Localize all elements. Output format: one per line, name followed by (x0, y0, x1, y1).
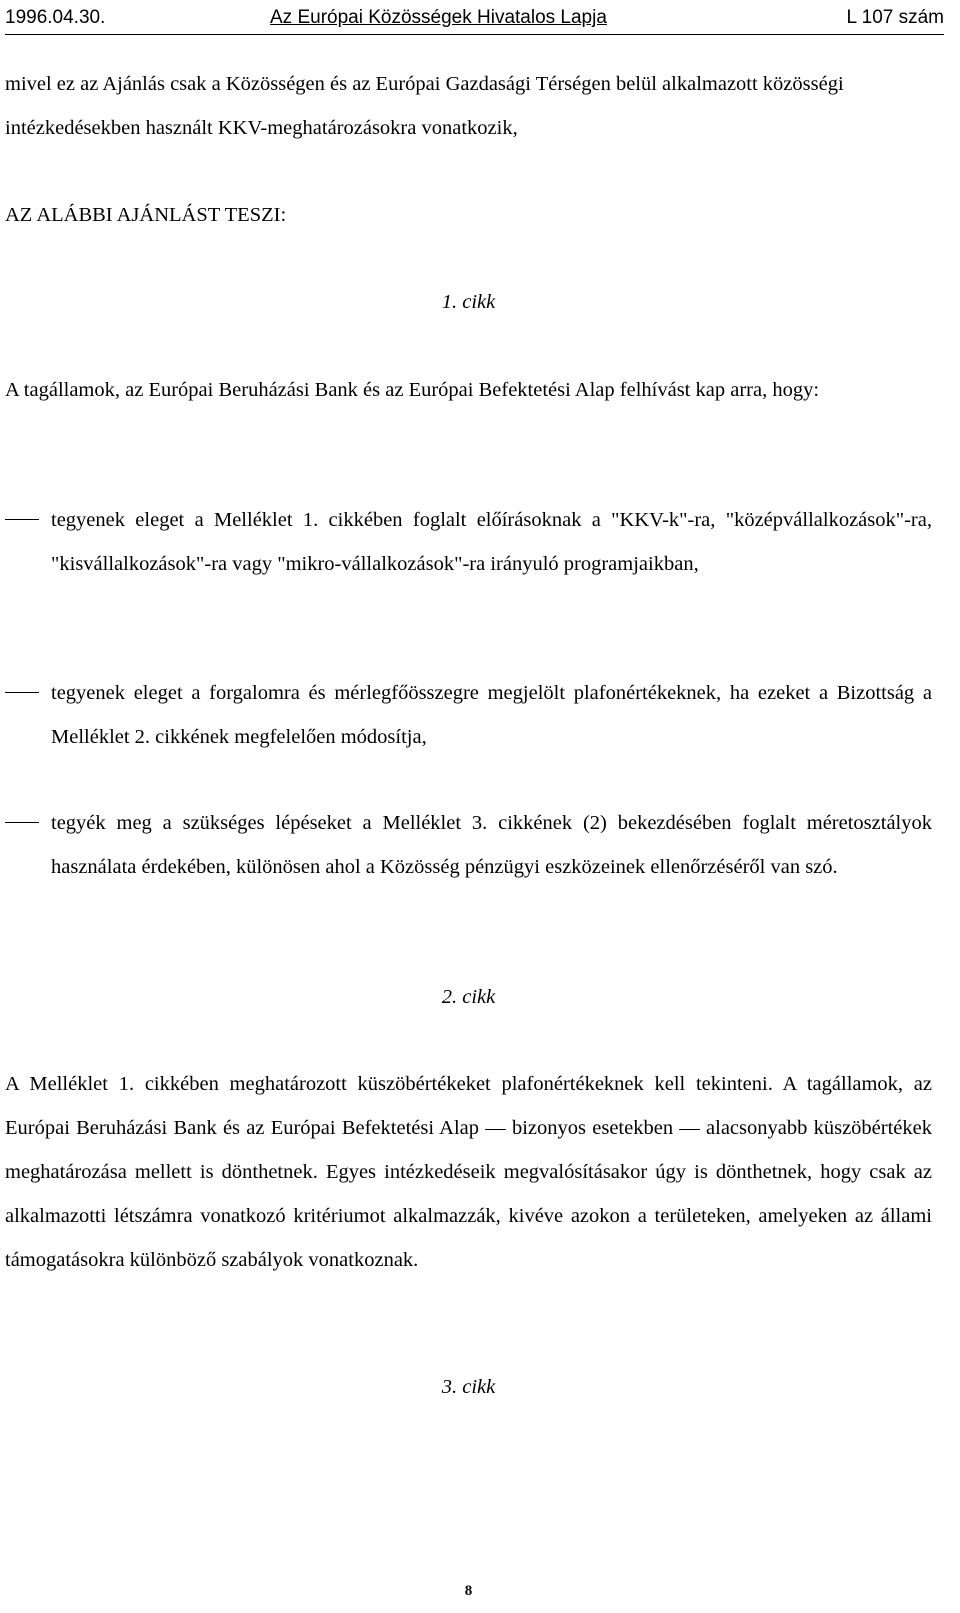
article-2-text: A Melléklet 1. cikkében meghatározott küszöbértékeket plafonértékeknek kell tekinteni. A tagállamok, az Európai Beruházási Bank és az Európai Befektetési Alap — bizonyos esetekben — alacsonyabb küszöbértékek meghatározása mellett is dönthetnek. Egyes intézkedéseik megvalósításakor úgy is dönthetnek, hogy csak az alkalmazotti létszámra vonatkozó kritériumot alkalmazzák, kivéve azokon a területeken, amelyeken az állami támogatásokra különböző szabályok vonatkoznak. (5, 1073, 932, 1271)
article-3-heading (5, 1365, 932, 1409)
article-2-paragraph (5, 1062, 932, 1282)
page-header (5, 4, 944, 35)
header-date: 1996.04.30. (5, 7, 106, 28)
article-1-heading (5, 280, 932, 324)
article-1-intro-text: A tagállamok, az Európai Beruházási Bank és az Európai Befektetési Alap felhívást kap arra, hogy: (5, 379, 820, 401)
em-dash-bullet (5, 692, 39, 693)
em-dash-bullet (5, 822, 39, 823)
article-1-item-text: tegyék meg a szükséges lépéseket a Melléklet 3. cikkének (2) bekezdésében foglalt méretosztályok használata érdekében, különösen ahol a Közösség pénzügyi eszközeinek ellenőrzéséről van szó. (51, 812, 932, 878)
page-number: 8 (464, 1583, 473, 1599)
recital-text: mivel ez az Ajánlás csak a Közösségen és az Európai Gazdasági Térségen belül alkalmazott közösségi intézkedésekben használt KKV-meghatározásokra vonatkozik, (5, 73, 844, 139)
article-1-item-3 (5, 801, 932, 889)
article-1-item-text: tegyenek eleget a forgalomra és mérlegfőösszegre megjelölt plafonértékeknek, ha ezeket a Bizottság a Melléklet 2. cikkének megfelelően módosítja, (51, 682, 932, 748)
operative-formula (5, 193, 932, 237)
recital-paragraph (5, 62, 932, 150)
formula-text: AZ ALÁBBI AJÁNLÁST TESZI: (5, 204, 287, 226)
header-journal-title: Az Európai Közösségek Hivatalos Lapja (270, 7, 607, 28)
article-1-title: 1. cikk (441, 291, 496, 313)
header-issue-number: L 107 szám (846, 7, 944, 28)
article-1-item-2 (5, 671, 932, 759)
article-1-intro (5, 368, 932, 412)
article-2-heading (5, 975, 932, 1019)
em-dash-bullet (5, 519, 39, 520)
article-2-title: 2. cikk (441, 986, 496, 1008)
article-3-title: 3. cikk (441, 1376, 496, 1398)
article-1-item-1 (5, 498, 932, 586)
article-1-item-text: tegyenek eleget a Melléklet 1. cikkében foglalt előírásoknak a "KKV-k"-ra, "középvállalkozások"-ra, "kisvállalkozások"-ra vagy "mikro-vállalkozások"-ra irányuló programjaikban, (51, 509, 932, 575)
